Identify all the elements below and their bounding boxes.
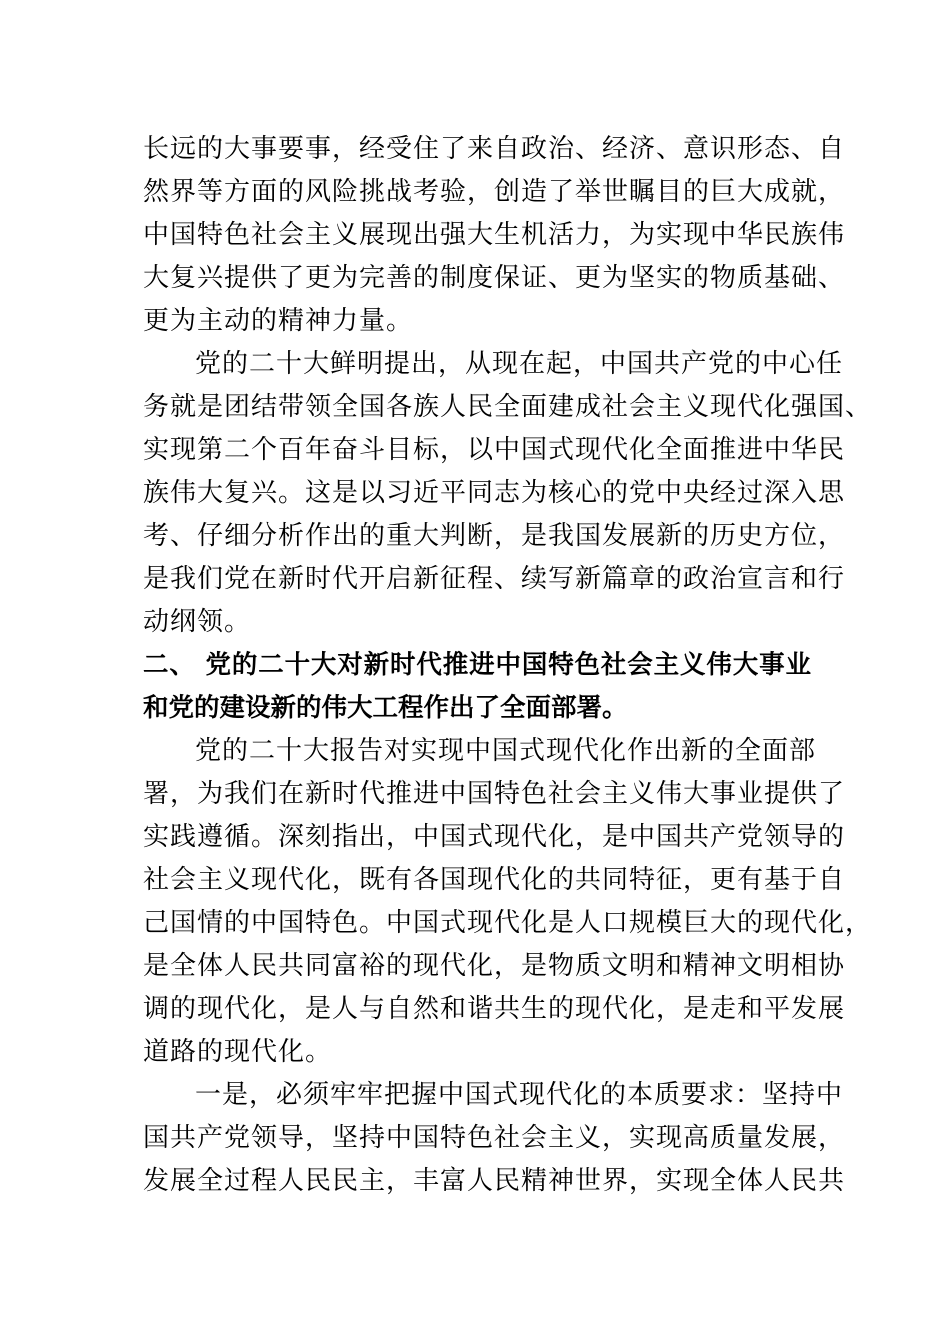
text-line: 署，为我们在新时代推进中国特色社会主义伟大事业提供了 (143, 779, 846, 809)
body-paragraph (143, 1074, 846, 1203)
body-paragraph (143, 343, 873, 644)
document-body (143, 128, 873, 1203)
text-line: 是我们党在新时代开启新征程、续写新篇章的政治宣言和行 (143, 564, 846, 594)
text-line: 实现第二个百年奋斗目标，以中国式现代化全面推进中华民 (143, 435, 846, 465)
text-line: 国共产党领导，坚持中国特色社会主义，实现高质量发展， (143, 1123, 846, 1153)
heading-line: 和党的建设新的伟大工程作出了全面部署。 (143, 693, 628, 723)
text-line: 族伟大复兴。这是以习近平同志为核心的党中央经过深入思 (143, 478, 846, 508)
text-line: 中国特色社会主义展现出强大生机活力，为实现中华民族伟 (143, 220, 846, 250)
text-line: 大复兴提供了更为完善的制度保证、更为坚实的物质基础、 (143, 263, 846, 293)
text-line: 考、仔细分析作出的重大判断，是我国发展新的历史方位， (143, 521, 846, 551)
heading-line: 二、 党的二十大对新时代推进中国特色社会主义伟大事业 (143, 650, 811, 680)
text-line: 一是，必须牢牢把握中国式现代化的本质要求：坚持中 (195, 1080, 844, 1110)
text-line: 然界等方面的风险挑战考验，创造了举世瞩目的巨大成就， (143, 177, 846, 207)
text-line: 动纲领。 (143, 607, 252, 637)
body-paragraph (143, 730, 873, 1074)
text-line: 实践遵循。深刻指出，中国式现代化，是中国共产党领导的 (143, 822, 846, 852)
text-line: 党的二十大报告对实现中国式现代化作出新的全面部 (195, 736, 817, 766)
text-line: 是全体人民共同富裕的现代化，是物质文明和精神文明相协 (143, 951, 846, 981)
text-line: 发展全过程人民民主，丰富人民精神世界，实现全体人民共 (143, 1166, 846, 1196)
text-line: 务就是团结带领全国各族人民全面建成社会主义现代化强国、 (143, 392, 873, 422)
text-line: 己国情的中国特色。中国式现代化是人口规模巨大的现代化， (143, 908, 873, 938)
text-line: 党的二十大鲜明提出，从现在起，中国共产党的中心任 (195, 349, 844, 379)
text-line: 调的现代化，是人与自然和谐共生的现代化，是走和平发展 (143, 994, 846, 1024)
body-paragraph (143, 128, 846, 343)
text-line: 社会主义现代化，既有各国现代化的共同特征，更有基于自 (143, 865, 846, 895)
section-heading (143, 644, 811, 730)
text-line: 长远的大事要事，经受住了来自政治、经济、意识形态、自 (143, 134, 846, 164)
text-line: 更为主动的精神力量。 (143, 306, 414, 336)
text-line: 道路的现代化。 (143, 1037, 333, 1067)
